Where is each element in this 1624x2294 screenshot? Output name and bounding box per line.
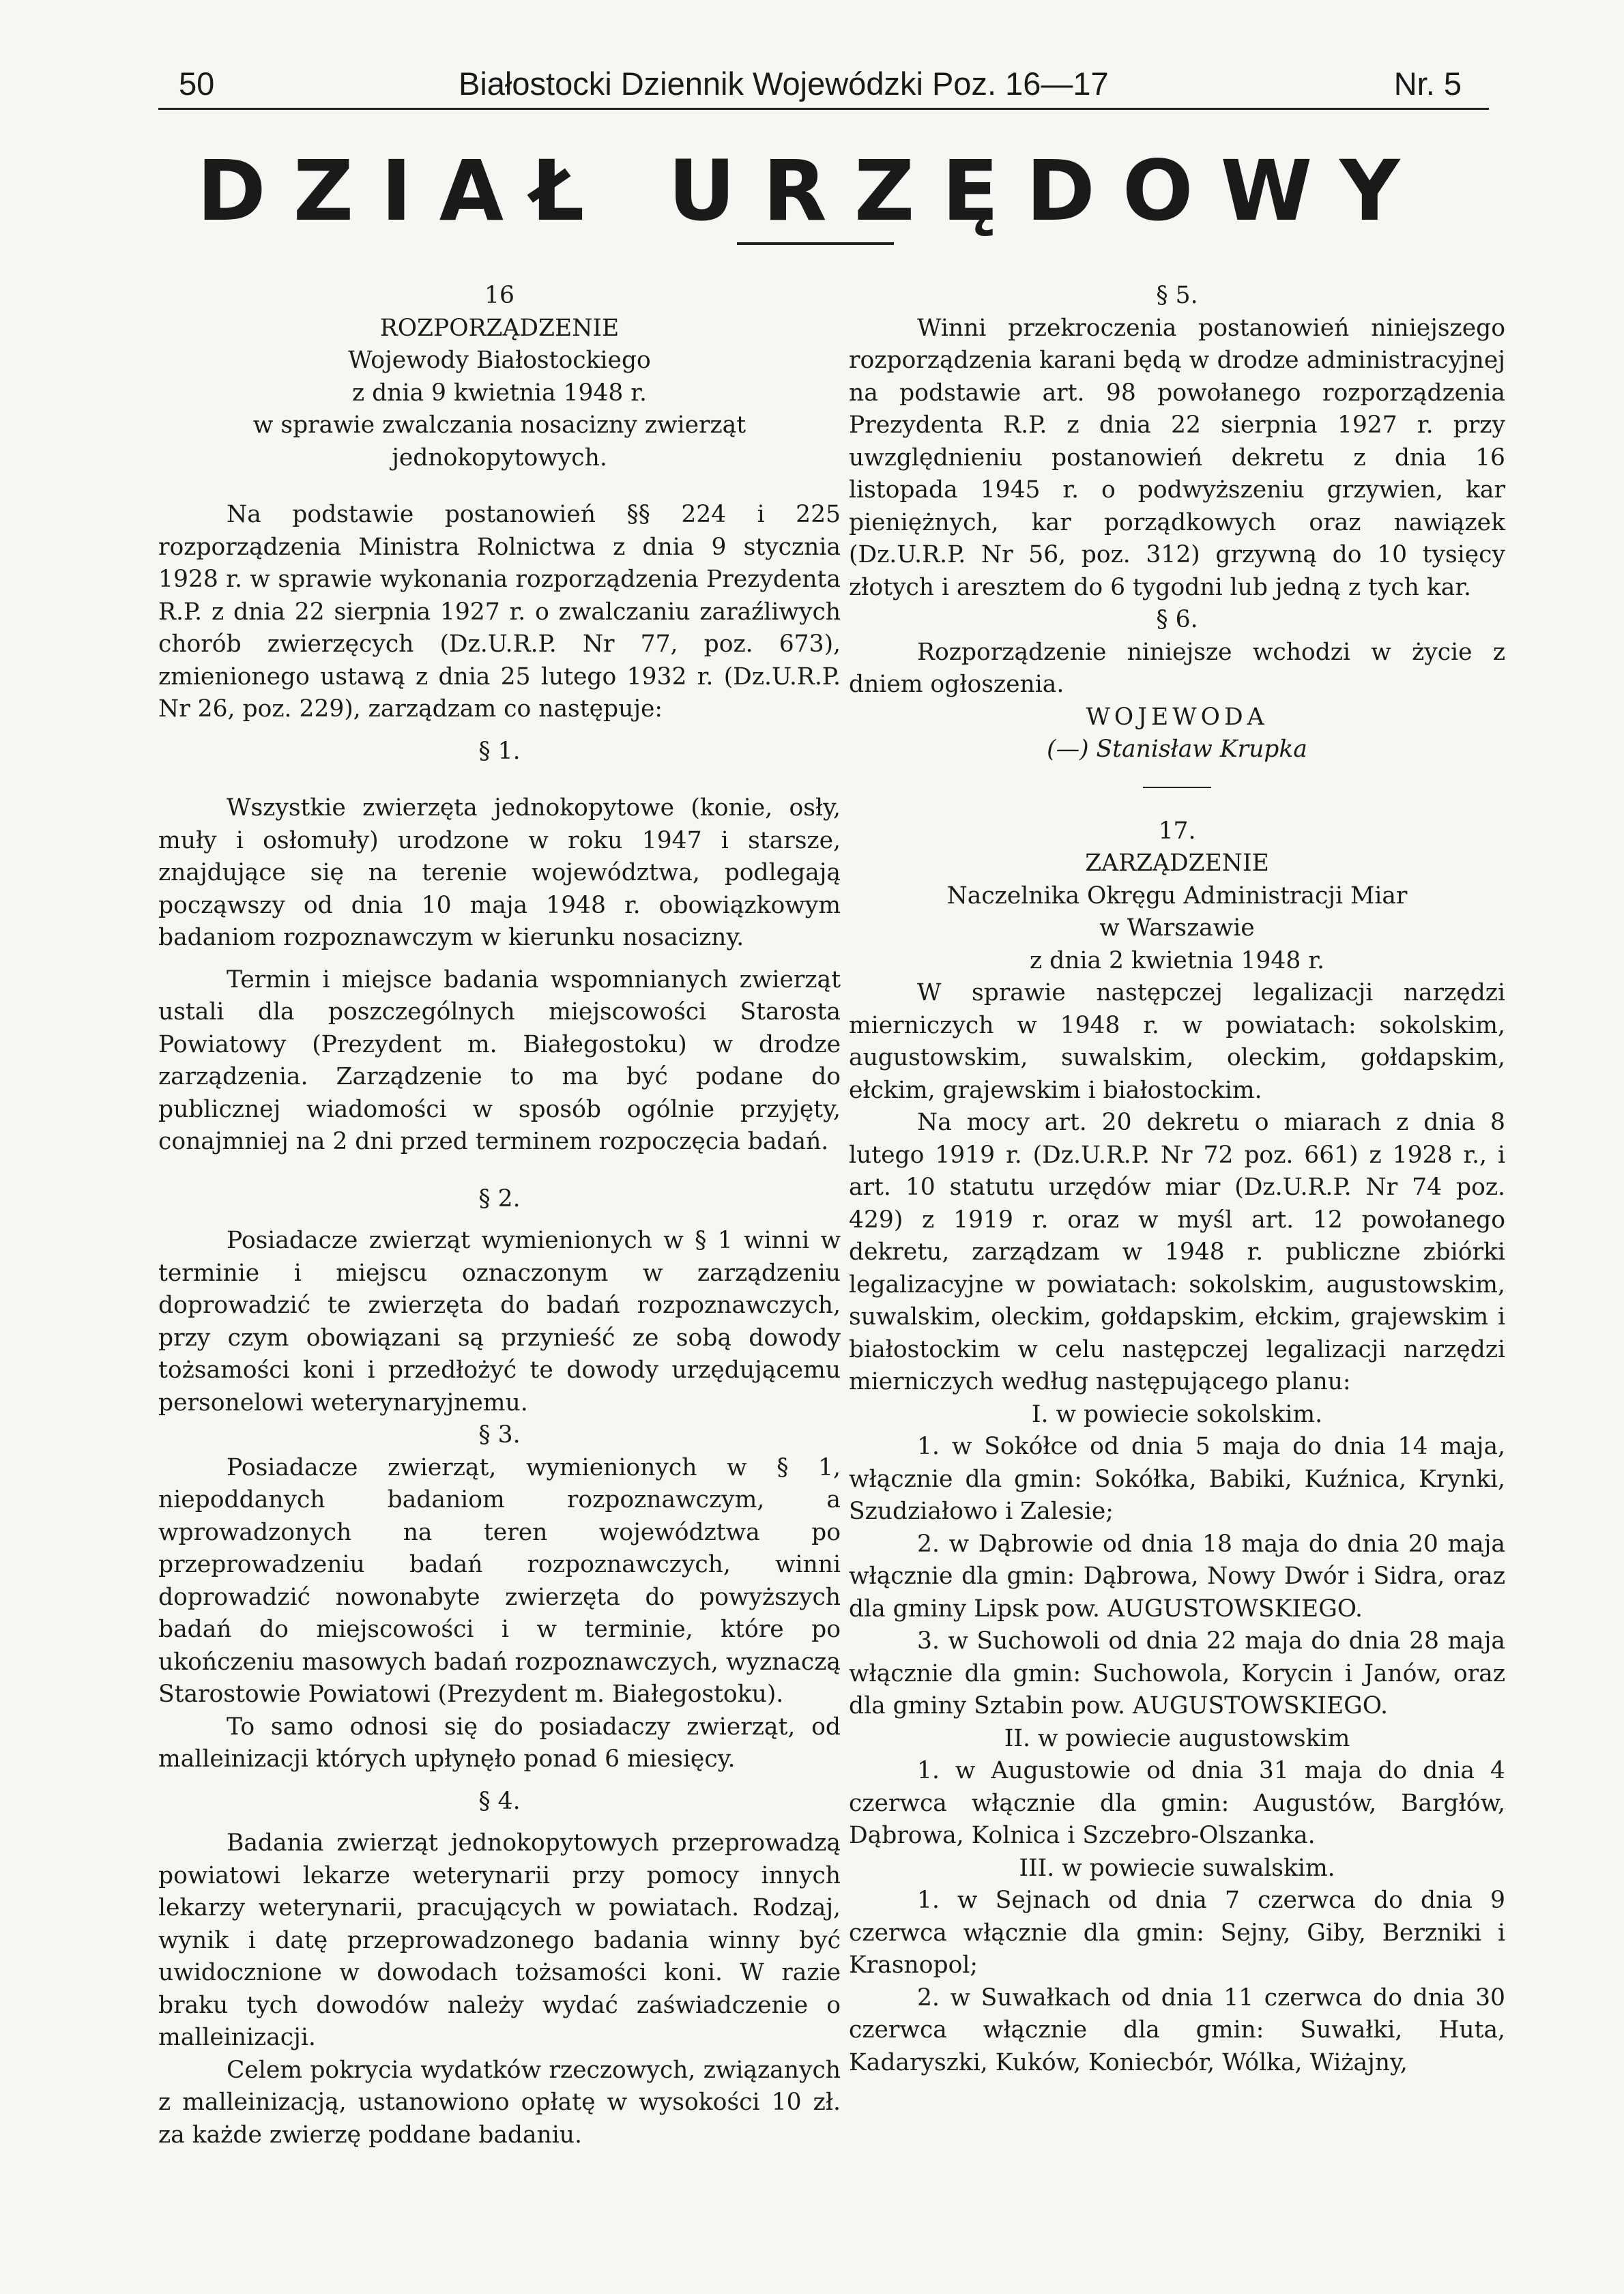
part-heading: II. w powiecie augustowskim: [1004, 1724, 1350, 1752]
preamble: Na podstawie postanowień §§ 224 i 225 rozporządzenia Ministra Rolnictwa z dnia 9 stycznia 1928 r. w sprawie wykonania rozporządzenia Prezydenta R.P. z dnia 22 sierpnia 1927 r. o zwalczaniu zaraźliwych chorób zwierzęcych (Dz.U.R.P. Nr 77, poz. 673), zmienionego ustawą z dnia 25 lutego 1932 r. (Dz.U.R.P. Nr 26, poz. 229), zarządzam co następuje:: [158, 501, 841, 723]
journal-title: Białostocki Dziennik Wojewódzki Poz. 16—17: [459, 66, 1109, 102]
part-heading: I. w powiecie sokolskim.: [1031, 1400, 1323, 1428]
paragraph: To samo odnosi się do posiadaczy zwierząt, od malleinizacji których upłynęło ponad 6 miesięcy.: [158, 1713, 841, 1773]
list-item: 1. w Sejnach od dnia 7 czerwca do dnia 9 czerwca włącznie dla gmin: Sejny, Giby, Berzniki i Krasnopol;: [849, 1887, 1505, 1979]
doc-place: w Warszawie: [1099, 914, 1255, 942]
issue-number: Nr. 5: [1393, 66, 1462, 102]
doc-issuer: Naczelnika Okręgu Administracji Miar: [946, 882, 1408, 910]
list-item: 1. w Augustowie od dnia 31 maja do dnia 4 czerwca włącznie dla gmin: Augustów, Bargłów, Dąbrowa, Kolnica i Szczebro-Olszanka.: [849, 1757, 1505, 1849]
preamble: Na mocy art. 20 dekretu o miarach z dnia 8 lutego 1919 r. (Dz.U.R.P. Nr 72 poz. 661) z 1928 r., i art. 10 statutu urzędów miar (Dz.U.R.P. Nr 74 poz. 429) z 1919 r. oraz w myśl art. 12 powołanego dekretu, zarządzam w 1948 r. publiczne zbiórki legalizacyjne w powiatach: sokolskim, augustowskim, suwalskim, oleckim, gołdapskim, ełckim, grajewskim i białostockim w celu następczej legalizacji narzędzi mierniczych według następującego planu:: [849, 1109, 1505, 1395]
section-title: DZIAŁ URZĘDOWY: [197, 143, 1427, 239]
section-heading: § 6.: [1156, 606, 1198, 633]
list-item: 3. w Suchowoli od dnia 22 maja do dnia 28 maja włącznie dla gmin: Suchowola, Korycin i Janów, oraz dla gminy Sztabin pow. AUGUSTOWSKIEGO.: [849, 1627, 1505, 1719]
title-rule: [737, 242, 894, 245]
doc-type: ZARZĄDZENIE: [1085, 850, 1269, 877]
doc-subject: w sprawie zwalczania nosacizny zwierząt: [252, 411, 746, 439]
page-header: [158, 60, 1489, 108]
paragraph: Badania zwierząt jednokopytowych przeprowadzą powiatowi lekarze weterynarii przy pomocy innych lekarzy weterynarii, pracujących w powiatach. Rodzaj, wynik i datę przeprowadzonego badania winny być uwidocznione w dowodach tożsamości koni. W razie braku tych dowodów należy wydać zaświadczenie o malleinizacji.: [158, 1829, 841, 2051]
list-item: 1. w Sokółce od dnia 5 maja do dnia 14 maja, włącznie dla gmin: Sokółka, Babiki, Kuźnica, Krynki, Szudziałowo i Zalesie;: [849, 1433, 1505, 1525]
separator-rule: [1143, 787, 1211, 788]
paragraph: Winni przekroczenia postanowień niniejszego rozporządzenia karani będą w drodze administracyjnej na podstawie art. 98 powołanego rozporządzenia Prezydenta R.P. z dnia 22 sierpnia 1927 r. przy uwzględnieniu postanowień dekretu z dnia 16 listopada 1945 r. o podwyższeniu grzywien, kar pieniężnych, kar porządkowych oraz nawiązek (Dz.U.R.P. Nr 56, poz. 312) grzywną do 10 tysięcy złotych i aresztem do 6 tygodni lub jedną z tych kar.: [849, 314, 1505, 601]
signature-title: WOJEWODA: [1086, 703, 1268, 731]
section-heading: § 1.: [478, 737, 521, 765]
paragraph: Posiadacze zwierząt, wymienionych w § 1, niepoddanych badaniom rozpoznawczym, a wprowadzonych na teren województwa po przeprowadzeniu badań rozpoznawczych, winni doprowadzić nowonabyte zwierzęta do powyższych badań do miejscowości i w terminie, które po ukończeniu masowych badań rozpoznawczych, wyznaczą Starostowie Powiatowi (Prezydent m. Białegostoku).: [158, 1453, 841, 1708]
paragraph: Wszystkie zwierzęta jednokopytowe (konie, osły, muły i osłomuły) urodzone w roku 1947 i starsze, znajdujące się na terenie województwa, podlegają począwszy od dnia 10 maja 1948 r. obowiązkowym badaniom rozpoznawczym w kierunku nosacizny.: [158, 794, 841, 951]
section-heading: § 3.: [478, 1421, 521, 1449]
paragraph: Termin i miejsce badania wspomnianych zwierząt ustali dla poszczególnych miejscowości Starosta Powiatowy (Prezydent m. Białegostoku) w drodze zarządzenia. Zarządzenie to ma być podane do publicznej wiadomości w sposób ogólnie przyjęty, conajmniej na 2 dni przed terminem rozpoczęcia badań.: [158, 965, 841, 1155]
doc-number: 16: [484, 282, 514, 309]
list-item: 2. w Suwałkach od dnia 11 czerwca do dnia 30 czerwca włącznie dla gmin: Suwałki, Huta, Kadaryszki, Kuków, Koniecbór, Wólka, Wiżajny,: [849, 1984, 1505, 2076]
header-rule: [158, 108, 1489, 110]
paragraph: Rozporządzenie niniejsze wchodzi w życie z dniem ogłoszenia.: [849, 638, 1505, 698]
doc-date: z dnia 2 kwietnia 1948 r.: [1030, 946, 1324, 974]
section-heading: § 4.: [478, 1787, 521, 1815]
left-column: [158, 280, 841, 2151]
section-heading: § 5.: [1156, 282, 1198, 309]
paragraph: Posiadacze zwierząt wymienionych w § 1 winni w terminie i miejscu oznaczonym w zarządzeniu doprowadzić te zwierzęta do badań rozpoznawczych, przy czym obowiązani są przynieść ze sobą dowody tożsamości koni i przedłożyć te dowody urzędującemu personelowi weterynaryjnemu.: [158, 1227, 841, 1417]
doc-number: 17.: [1158, 817, 1196, 845]
right-column: [849, 280, 1505, 2079]
page-number: 50: [179, 66, 215, 102]
doc-subject: W sprawie następczej legalizacji narzędzi mierniczych w 1948 r. w powiatach: sokolskim, augustowskim, suwalskim, oleckim, gołdapskim, ełckim, grajewskim i białostockim.: [849, 979, 1505, 1104]
list-item: 2. w Dąbrowie od dnia 18 maja do dnia 20 maja włącznie dla gmin: Dąbrowa, Nowy Dwór i Sidra, oraz dla gminy Lipsk pow. AUGUSTOWSKIEGO.: [849, 1530, 1505, 1623]
section-heading: § 2.: [478, 1185, 521, 1213]
doc-issuer: Wojewody Białostockiego: [348, 347, 651, 374]
paragraph: Celem pokrycia wydatków rzeczowych, związanych z malleinizacją, ustanowiono opłatę w wysokości 10 zł. za każde zwierzę poddane badaniu.: [158, 2056, 841, 2149]
doc-subject-cont: jednokopytowych.: [392, 444, 607, 471]
doc-type: ROZPORZĄDZENIE: [379, 314, 620, 342]
signature-name: (—) Stanisław Krupka: [1047, 736, 1307, 763]
part-heading: III. w powiecie suwalskim.: [1019, 1854, 1335, 1882]
doc-date: z dnia 9 kwietnia 1948 r.: [352, 379, 647, 407]
